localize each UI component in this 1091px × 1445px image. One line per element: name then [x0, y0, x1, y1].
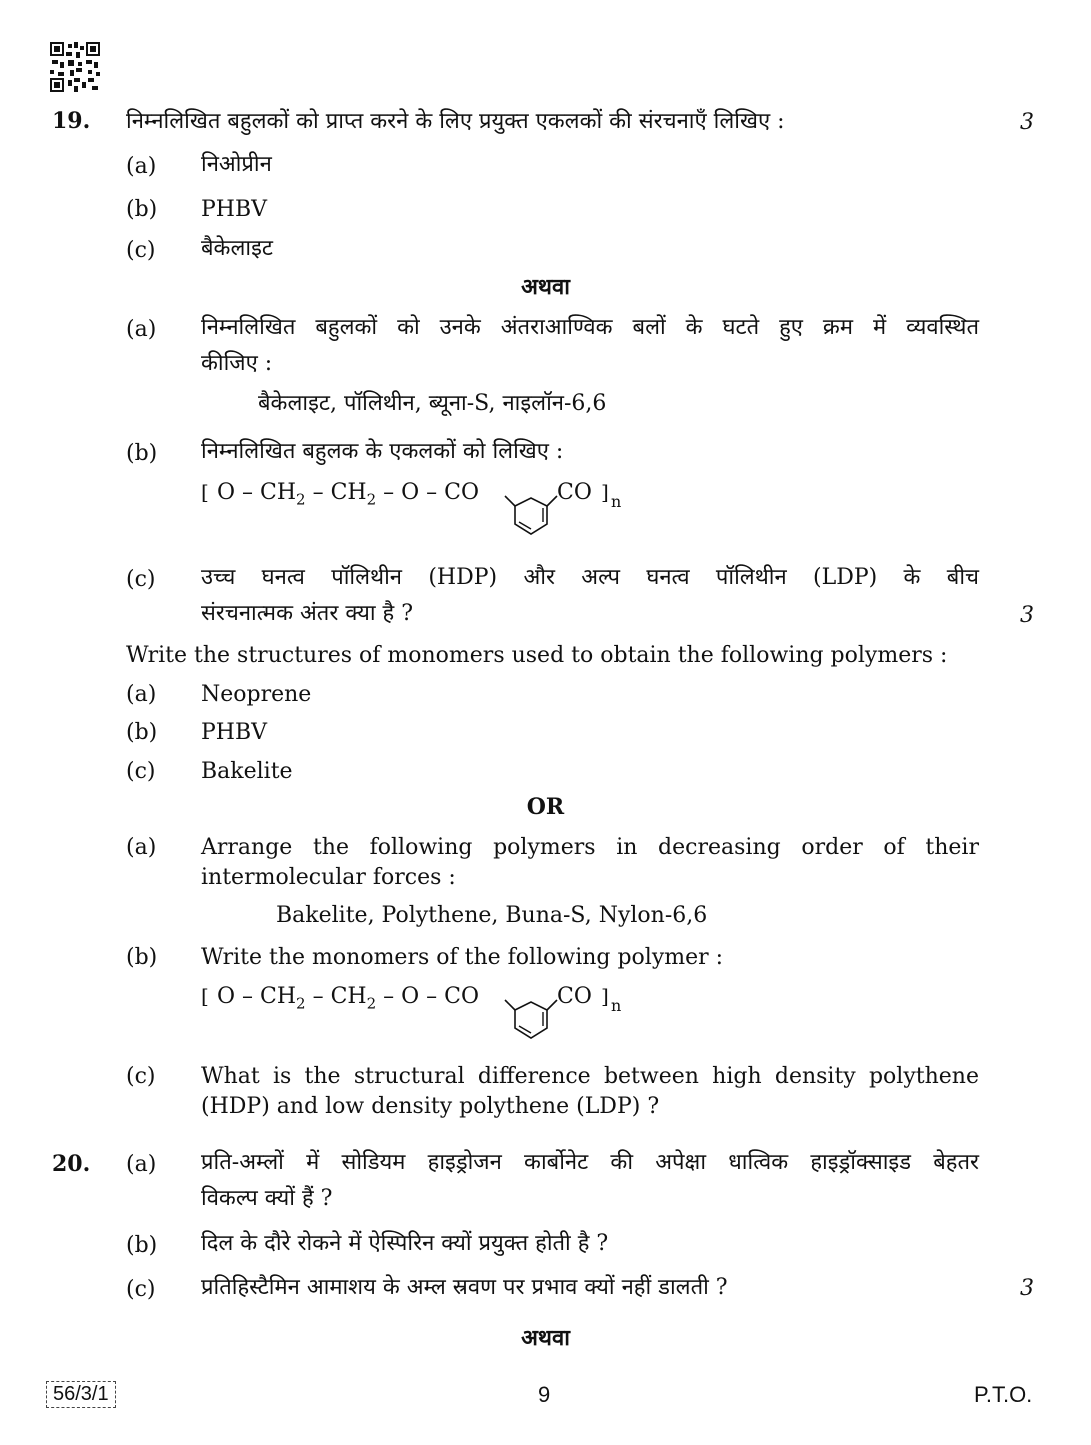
- question-number: 19.: [52, 108, 91, 134]
- item-text: Arrange the following polymers in decreasing order of their: [201, 835, 979, 860]
- benzene-ring-icon: [501, 998, 561, 1046]
- item-text: PHBV: [201, 197, 268, 222]
- paper-code: 56/3/1: [46, 1381, 116, 1408]
- item-label: (a): [126, 1152, 157, 1177]
- item-text: संरचनात्मक अंतर क्या है ?: [201, 601, 414, 626]
- polymer-list: Bakelite, Polythene, Buna-S, Nylon-6,6: [276, 903, 708, 928]
- item-label: (b): [126, 197, 158, 222]
- item-label: (b): [126, 945, 158, 970]
- item-text: (HDP) and low density polythene (LDP) ?: [201, 1094, 660, 1119]
- item-text: कीजिए :: [201, 351, 273, 376]
- q19-hi-question: निम्नलिखित बहुलकों को प्राप्त करने के लिए प्रयुक्त एकलकों की संरचनाएँ लिखिए :: [126, 109, 785, 134]
- item-text: intermolecular forces :: [201, 865, 456, 890]
- item-text: निम्नलिखित बहुलक के एकलकों को लिखिए :: [201, 439, 564, 464]
- item-text: Write the monomers of the following polymer :: [201, 945, 724, 970]
- item-label: (a): [126, 154, 157, 179]
- item-text: Neoprene: [201, 682, 312, 707]
- item-label: (c): [126, 1064, 156, 1089]
- item-text: Bakelite: [201, 759, 293, 784]
- item-label: (b): [126, 441, 158, 466]
- item-label: (b): [126, 720, 158, 745]
- item-label: (b): [126, 1233, 158, 1258]
- q19-en-question: Write the structures of monomers used to obtain the following polymers :: [126, 643, 948, 668]
- item-label: (c): [126, 567, 156, 592]
- item-label: (a): [126, 835, 157, 860]
- item-text: What is the structural difference between high density polythene: [201, 1064, 979, 1089]
- or-heading: OR: [526, 794, 565, 820]
- or-heading: अथवा: [521, 1325, 570, 1351]
- polymer-list: बैकेलाइट, पॉलिथीन, ब्यूना-S, नाइलॉन-6,6: [258, 391, 607, 416]
- formula-part: O – $CH_2 - CH_2$ – O – CO: [217, 984, 480, 1013]
- item-label: (c): [126, 238, 156, 263]
- item-text: निम्नलिखित बहुलकों को उनके अंतराआण्विक बलों के घटते हुए क्रम में व्यवस्थित: [201, 315, 979, 340]
- benzene-ring-icon: [501, 494, 561, 542]
- item-text: दिल के दौरे रोकने में ऐस्पिरिन क्यों प्रयुक्त होती है ?: [201, 1231, 609, 1256]
- item-label: (c): [126, 1277, 156, 1302]
- item-text: विकल्प क्यों हैं ?: [201, 1186, 333, 1211]
- item-label: (c): [126, 759, 156, 784]
- item-text: उच्च घनत्व पॉलिथीन (HDP) और अल्प घनत्व पॉलिथीन (LDP) के बीच: [201, 565, 979, 590]
- item-text: PHBV: [201, 720, 268, 745]
- marks: 3: [1020, 1276, 1034, 1301]
- marks: 3: [1020, 110, 1034, 135]
- pto-label: P.T.O.: [974, 1382, 1033, 1407]
- page-number: 9: [538, 1382, 551, 1407]
- item-label: (a): [126, 682, 157, 707]
- item-text: निओप्रीन: [201, 152, 272, 177]
- item-label: (a): [126, 317, 157, 342]
- item-text: प्रतिहिस्टैमिन आमाशय के अम्ल स्रवण पर प्रभाव क्यों नहीं डालती ?: [201, 1275, 728, 1300]
- item-text: बैकेलाइट: [201, 236, 273, 261]
- item-text: प्रति-अम्लों में सोडियम हाइड्रोजन कार्बोनेट की अपेक्षा धात्विक हाइड्रॉक्साइड बेहतर: [201, 1150, 979, 1175]
- formula-part: O – $CH_2 - CH_2$ – O – CO: [217, 480, 480, 509]
- qr-code-icon: [50, 42, 100, 92]
- marks: 3: [1020, 603, 1034, 628]
- or-heading: अथवा: [521, 274, 570, 300]
- question-number: 20.: [52, 1151, 91, 1177]
